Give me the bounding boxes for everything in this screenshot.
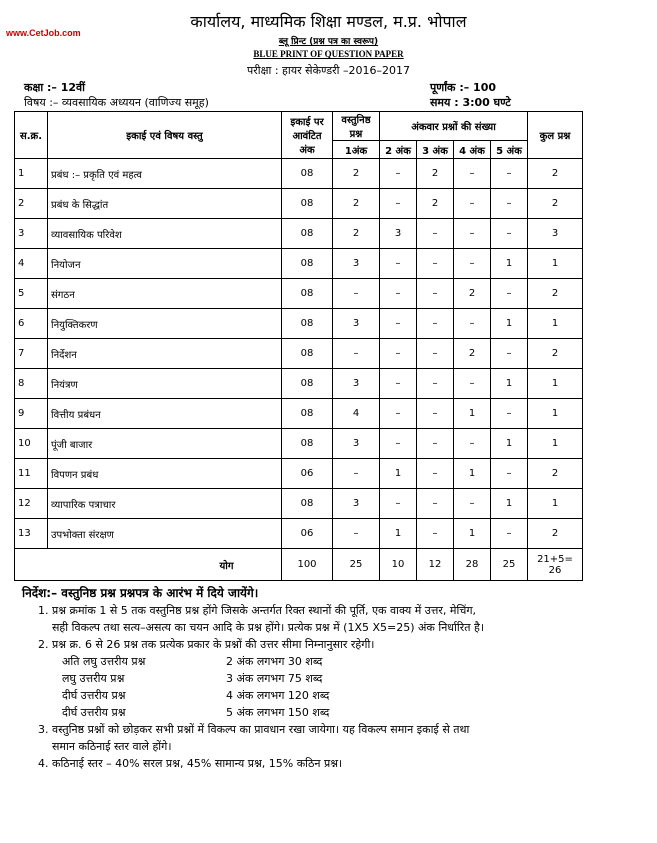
row-total: 3 (528, 219, 583, 249)
row-sno: 1 (15, 159, 48, 189)
row-2-marks: – (380, 309, 417, 339)
total-objective: 25 (333, 549, 380, 581)
row-5-marks: 1 (491, 249, 528, 279)
office-title: कार्यालय, माध्यमिक शिक्षा मण्डल, म.प्र. भोपाल (190, 12, 467, 31)
row-marks: 06 (282, 459, 333, 489)
total-4-marks: 28 (454, 549, 491, 581)
row-total: 2 (528, 459, 583, 489)
row-3-marks: – (417, 489, 454, 519)
row-total: 1 (528, 369, 583, 399)
question-type-row (22, 704, 632, 721)
row-4-marks: – (454, 489, 491, 519)
row-unit: नियोजन (48, 249, 282, 279)
row-2-marks: – (380, 489, 417, 519)
row-2-marks: 1 (380, 519, 417, 549)
row-objective: 3 (333, 369, 380, 399)
question-type-limit: 3 अंक लगभग 75 शब्द (226, 672, 323, 685)
row-4-marks: – (454, 429, 491, 459)
row-sno: 3 (15, 219, 48, 249)
row-5-marks: 1 (491, 309, 528, 339)
question-type-limit: 5 अंक लगभग 150 शब्द (226, 706, 330, 719)
row-4-marks: – (454, 219, 491, 249)
table-row (15, 189, 583, 219)
row-objective: 3 (333, 489, 380, 519)
row-total: 1 (528, 429, 583, 459)
question-type-list (22, 653, 632, 721)
table-row (15, 309, 583, 339)
row-2-marks: – (380, 189, 417, 219)
row-marks: 08 (282, 309, 333, 339)
row-objective: 3 (333, 249, 380, 279)
row-sno: 2 (15, 189, 48, 219)
subject-label: विषय :– व्यवसायिक अध्ययन (वाणिज्य समूह) (24, 96, 209, 109)
row-5-marks: – (491, 399, 528, 429)
row-total: 1 (528, 399, 583, 429)
total-3-marks: 12 (417, 549, 454, 581)
row-marks: 08 (282, 489, 333, 519)
question-type-name: दीर्घ उत्तरीय प्रश्न (62, 706, 126, 719)
question-type-row (22, 653, 632, 670)
total-label: योग (15, 549, 282, 581)
row-sno: 9 (15, 399, 48, 429)
row-2-marks: – (380, 159, 417, 189)
question-type-row (22, 687, 632, 704)
header-sno: स.क्र. (15, 112, 48, 159)
total-questions (528, 549, 583, 581)
header-4-marks: 4 अंक (454, 141, 491, 159)
table-row (15, 459, 583, 489)
row-unit: नियुक्तिकरण (48, 309, 282, 339)
row-unit: विपणन प्रबंध (48, 459, 282, 489)
row-marks: 08 (282, 429, 333, 459)
table-row (15, 339, 583, 369)
row-total: 2 (528, 339, 583, 369)
row-5-marks: – (491, 519, 528, 549)
blueprint-subtitle-hindi: ब्लू प्रिन्ट (प्रश्न पत्र का स्वरूप) (278, 37, 379, 47)
table-row (15, 219, 583, 249)
row-4-marks: – (454, 249, 491, 279)
row-objective: 3 (333, 429, 380, 459)
question-type-row (22, 670, 632, 687)
row-total: 2 (528, 189, 583, 219)
row-3-marks: – (417, 519, 454, 549)
row-3-marks: – (417, 429, 454, 459)
row-3-marks: 2 (417, 189, 454, 219)
instruction-2: 2. प्रश्न क्र. 6 से 26 प्रश्न तक प्रत्येक प्रकार के प्रश्नों की उत्तर सीमा निम्नानुसार रहेगी। (38, 638, 375, 651)
row-objective: – (333, 339, 380, 369)
row-2-marks: – (380, 339, 417, 369)
header-total: कुल प्रश्न (528, 112, 583, 159)
header-2-marks: 2 अंक (380, 141, 417, 159)
row-2-marks: – (380, 429, 417, 459)
total-questions-line2: 26 (548, 564, 562, 576)
row-total: 1 (528, 489, 583, 519)
header-objective: वस्तुनिष्ठ प्रश्न (333, 112, 380, 141)
row-unit: संगठन (48, 279, 282, 309)
instruction-1-line-1: 1. प्रश्न क्रमांक 1 से 5 तक वस्तुनिष्ठ प्रश्न होंगे जिसके अन्तर्गत रिक्त स्थानों की पूर्ति, एक वाक्य में उत्तर, मेचिंग, (38, 604, 477, 617)
time-label: समय : 3:00 घण्टे (430, 96, 511, 109)
row-marks: 08 (282, 279, 333, 309)
row-sno: 8 (15, 369, 48, 399)
table-row (15, 429, 583, 459)
row-3-marks: – (417, 339, 454, 369)
row-total: 2 (528, 519, 583, 549)
row-4-marks: – (454, 189, 491, 219)
table-row (15, 159, 583, 189)
row-4-marks: – (454, 369, 491, 399)
row-5-marks: 1 (491, 369, 528, 399)
question-type-name: दीर्घ उत्तरीय प्रश्न (62, 689, 126, 702)
instructions-section (22, 585, 632, 772)
row-objective: 3 (333, 309, 380, 339)
row-objective: 2 (333, 189, 380, 219)
total-2-marks: 10 (380, 549, 417, 581)
row-4-marks: – (454, 309, 491, 339)
table-row (15, 369, 583, 399)
row-total: 2 (528, 159, 583, 189)
row-3-marks: – (417, 309, 454, 339)
row-2-marks: – (380, 399, 417, 429)
watermark-text: www.CetJob.com (6, 28, 81, 38)
row-unit: उपभोक्ता संरक्षण (48, 519, 282, 549)
row-2-marks: – (380, 369, 417, 399)
class-label: कक्षा :– 12वीं (24, 81, 86, 94)
total-marks-label: पूर्णांक :– 100 (430, 81, 497, 94)
blueprint-table (14, 111, 583, 581)
row-5-marks: – (491, 189, 528, 219)
row-4-marks: 1 (454, 459, 491, 489)
row-unit: व्यावसायिक परिवेश (48, 219, 282, 249)
row-4-marks: 2 (454, 279, 491, 309)
total-marks: 100 (282, 549, 333, 581)
row-marks: 08 (282, 369, 333, 399)
row-5-marks: – (491, 159, 528, 189)
instruction-3-line-2: समान कठिनाई स्तर वाले होंगे। (52, 740, 172, 753)
instructions-heading: निर्देश:– वस्तुनिष्ठ प्रश्न प्रश्नपत्र के आरंभ में दिये जायेंगे। (22, 586, 259, 600)
table-row (15, 489, 583, 519)
row-3-marks: 2 (417, 159, 454, 189)
total-5-marks: 25 (491, 549, 528, 581)
row-total: 1 (528, 309, 583, 339)
row-2-marks: – (380, 279, 417, 309)
row-sno: 13 (15, 519, 48, 549)
row-sno: 11 (15, 459, 48, 489)
row-3-marks: – (417, 399, 454, 429)
blueprint-subtitle-english: BLUE PRINT OF QUESTION PAPER (253, 49, 404, 59)
row-sno: 7 (15, 339, 48, 369)
row-sno: 10 (15, 429, 48, 459)
row-marks: 08 (282, 219, 333, 249)
row-5-marks: 1 (491, 429, 528, 459)
row-marks: 06 (282, 519, 333, 549)
question-type-name: लघु उत्तरीय प्रश्न (62, 672, 125, 685)
instruction-3-line-1: 3. वस्तुनिष्ठ प्रश्नों को छोड़कर सभी प्रश्नों में विकल्प का प्रावधान रखा जायेगा। यह विकल्प समान इकाई से तथा (38, 723, 470, 736)
row-objective: – (333, 459, 380, 489)
row-5-marks: – (491, 339, 528, 369)
row-3-marks: – (417, 219, 454, 249)
row-unit: नियंत्रण (48, 369, 282, 399)
total-row (15, 549, 583, 581)
row-2-marks: 1 (380, 459, 417, 489)
question-type-limit: 4 अंक लगभग 120 शब्द (226, 689, 330, 702)
row-sno: 4 (15, 249, 48, 279)
instruction-4: 4. कठिनाई स्तर – 40% सरल प्रश्न, 45% सामान्य प्रश्न, 15% कठिन प्रश्न। (38, 757, 343, 770)
header-unit: इकाई एवं विषय वस्तु (48, 112, 282, 159)
question-type-limit: 2 अंक लगभग 30 शब्द (226, 655, 323, 668)
row-marks: 08 (282, 189, 333, 219)
row-3-marks: – (417, 459, 454, 489)
row-objective: 2 (333, 159, 380, 189)
row-marks: 08 (282, 399, 333, 429)
row-2-marks: – (380, 249, 417, 279)
row-5-marks: 1 (491, 489, 528, 519)
row-sno: 5 (15, 279, 48, 309)
row-unit: निर्देशन (48, 339, 282, 369)
row-unit: प्रबंध :– प्रकृति एवं महत्व (48, 159, 282, 189)
table-row (15, 279, 583, 309)
question-type-name: अति लघु उत्तरीय प्रश्न (62, 655, 146, 668)
row-objective: – (333, 519, 380, 549)
row-objective: 4 (333, 399, 380, 429)
row-marks: 08 (282, 159, 333, 189)
header-objective-sub: 1अंक (333, 141, 380, 159)
row-sno: 6 (15, 309, 48, 339)
row-4-marks: – (454, 159, 491, 189)
header-marks: इकाई पर आवंटित अंक (282, 112, 333, 159)
table-row (15, 399, 583, 429)
row-sno: 12 (15, 489, 48, 519)
header-markwise: अंकवार प्रश्नों की संख्या (380, 112, 528, 141)
header-5-marks: 5 अंक (491, 141, 528, 159)
table-row (15, 519, 583, 549)
row-5-marks: – (491, 459, 528, 489)
table-row (15, 249, 583, 279)
row-marks: 08 (282, 249, 333, 279)
total-questions-line1: 21+5= (537, 553, 573, 565)
row-total: 2 (528, 279, 583, 309)
row-unit: पूंजी बाजार (48, 429, 282, 459)
row-objective: 2 (333, 219, 380, 249)
row-objective: – (333, 279, 380, 309)
instruction-1-line-2: सही विकल्प तथा सत्य–असत्य का चयन आदि के प्रश्न होंगे। प्रत्येक प्रश्न में (1X5 X5=25) अंक निर्धारित है। (52, 621, 485, 634)
row-5-marks: – (491, 219, 528, 249)
row-4-marks: 1 (454, 399, 491, 429)
row-4-marks: 2 (454, 339, 491, 369)
row-total: 1 (528, 249, 583, 279)
row-3-marks: – (417, 249, 454, 279)
row-4-marks: 1 (454, 519, 491, 549)
row-unit: वित्तीय प्रबंधन (48, 399, 282, 429)
header-3-marks: 3 अंक (417, 141, 454, 159)
row-unit: व्यापारिक पत्राचार (48, 489, 282, 519)
row-unit: प्रबंध के सिद्धांत (48, 189, 282, 219)
row-5-marks: – (491, 279, 528, 309)
row-3-marks: – (417, 279, 454, 309)
row-2-marks: 3 (380, 219, 417, 249)
row-marks: 08 (282, 339, 333, 369)
exam-name: परीक्षा : हायर सेकेण्डरी –2016–2017 (247, 64, 410, 77)
row-3-marks: – (417, 369, 454, 399)
